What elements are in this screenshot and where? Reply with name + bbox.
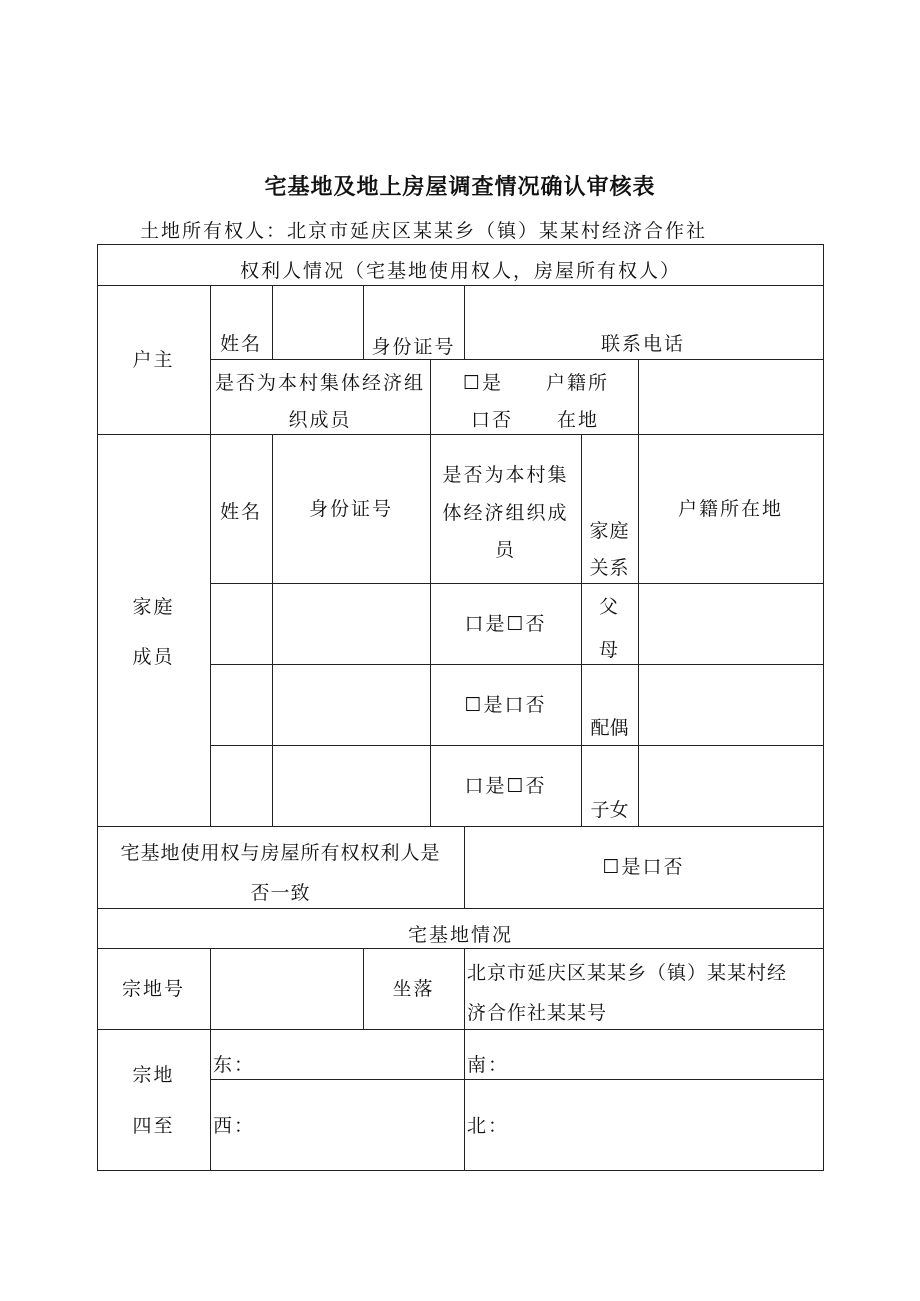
table-bottom-border — [97, 1170, 824, 1171]
family-residence-field[interactable] — [639, 665, 823, 745]
consistency-question-cont: 否一致 — [250, 882, 311, 904]
consistency-question: 宅基地使用权与房屋所有权权利人是 — [120, 842, 441, 864]
family-member-question-end: 员 — [494, 539, 516, 561]
householder-residence-label-cont: 在地 — [557, 409, 600, 431]
land-owner-line: 土地所有权人：北京市延庆区某某乡（镇）某某村经济合作社 — [140, 220, 708, 242]
family-name-field[interactable] — [211, 746, 272, 826]
family-id-field[interactable] — [273, 584, 430, 664]
rule — [210, 1079, 824, 1080]
homestead-header: 宅基地情况 — [407, 924, 513, 946]
householder-member-yes-option[interactable]: ☐是 — [463, 372, 504, 394]
parcel-number-field[interactable] — [211, 949, 363, 1029]
family-member-choice[interactable]: ☐是口否 — [464, 694, 547, 716]
householder-phone-label: 联系电话 — [601, 333, 686, 355]
rule — [97, 826, 824, 827]
family-member-question: 是否为本村集 — [442, 464, 569, 486]
householder-name-label: 姓名 — [219, 333, 262, 355]
table-top-border — [97, 244, 824, 245]
boundary-west-field[interactable]: 西： — [213, 1115, 256, 1137]
family-members-label-cont: 成员 — [132, 646, 175, 668]
family-residence-field[interactable] — [639, 584, 823, 664]
boundary-north-field[interactable]: 北： — [467, 1115, 510, 1137]
family-id-field[interactable] — [273, 746, 430, 826]
rule — [430, 359, 431, 435]
family-residence-field[interactable] — [639, 746, 823, 826]
rule — [464, 285, 465, 360]
rule — [464, 948, 465, 1030]
family-name-field[interactable] — [211, 665, 272, 745]
boundary-label: 宗地 — [132, 1064, 175, 1086]
family-name-field[interactable] — [211, 584, 272, 664]
family-relation-value: 子女 — [590, 799, 629, 821]
family-member-question-cont: 体经济组织成 — [442, 502, 569, 524]
boundary-south-field[interactable]: 南： — [467, 1054, 510, 1076]
family-id-label: 身份证号 — [308, 498, 393, 520]
family-id-field[interactable] — [273, 665, 430, 745]
householder-member-no-option[interactable]: 口否 — [471, 409, 514, 431]
rights-holder-header: 权利人情况（宅基地使用权人，房屋所有权人） — [239, 260, 681, 282]
rule — [97, 948, 824, 949]
boundary-east-field[interactable]: 东： — [213, 1054, 256, 1076]
location-label: 坐落 — [392, 978, 435, 1000]
householder-residence-field[interactable] — [639, 360, 823, 434]
family-relation-value-cont: 母 — [598, 639, 620, 661]
rule — [97, 1029, 824, 1030]
family-member-choice[interactable]: 口是☐否 — [464, 775, 547, 797]
householder-id-label: 身份证号 — [371, 336, 456, 358]
table-right-border — [823, 244, 824, 1171]
householder-label: 户主 — [132, 349, 175, 371]
form-title: 宅基地及地上房屋调查情况确认审核表 — [264, 175, 656, 200]
table-left-border — [97, 244, 98, 1171]
rule — [97, 908, 824, 909]
family-member-choice[interactable]: 口是☐否 — [464, 613, 547, 635]
householder-name-field[interactable] — [273, 286, 362, 358]
family-residence-label: 户籍所在地 — [677, 498, 783, 520]
location-value-cont: 济合作社某某号 — [467, 1002, 608, 1024]
rule — [97, 434, 824, 435]
family-relation-value: 父 — [598, 596, 620, 618]
family-relation-label-cont: 关系 — [589, 557, 630, 579]
rule — [97, 285, 824, 286]
consistency-choice[interactable]: ☐是口否 — [602, 856, 685, 878]
family-members-label: 家庭 — [132, 596, 175, 618]
parcel-number-label: 宗地号 — [121, 978, 185, 1000]
rule — [464, 1029, 465, 1171]
householder-residence-label: 户籍所 — [546, 372, 610, 394]
family-relation-label: 家庭 — [589, 520, 630, 542]
location-value: 北京市延庆区某某乡（镇）某某村经 — [467, 962, 788, 984]
boundary-label-cont: 四至 — [132, 1115, 175, 1137]
family-name-label: 姓名 — [219, 501, 262, 523]
rule — [581, 434, 582, 827]
family-relation-value: 配偶 — [590, 717, 629, 739]
householder-member-question: 是否为本村集体经济组 — [214, 372, 425, 394]
householder-member-question-cont: 织成员 — [288, 409, 352, 431]
